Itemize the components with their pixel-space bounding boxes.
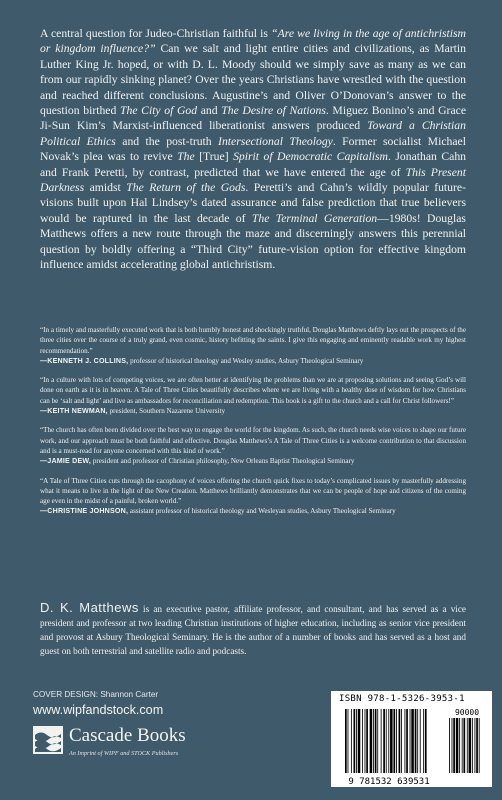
isbn-barcode [331,691,492,787]
book-title-reference: The City of God [119,104,198,118]
endorser [40,506,466,516]
book-title-reference: Toward a Christian Political Ethics [40,119,466,148]
endorser [40,406,466,416]
book-title-reference: The Return of the Gods [126,181,246,195]
blurb-text: . Former socialist Michael Novak’s plea was to revive [40,134,466,164]
endorsements-section [40,325,466,526]
endorser-name: —KENNETH J. COLLINS, [40,356,129,365]
endorser-name: —CHRISTINE JOHNSON, [40,507,129,516]
blurb-text: . Peretti’s and Cahn’s wildly popular future-visions built upon Hal Lindsey’s dated assurance and false prediction that true believers would be raptured in the last decade of [40,181,466,225]
endorser-role: president, Southern Nazarene University [107,407,226,416]
book-title-reference: Spirit of Democratic Capitalism [233,150,388,164]
author-name: D. K. Matthews [40,600,139,615]
book-title-reference: Intersectional Theology [218,134,333,148]
endorser [40,356,466,366]
book-title-reference: This Present Darkness [40,165,466,195]
book-title-reference: The Terminal Generation [251,211,378,225]
publisher-website: www.wipfandstock.com [33,703,164,717]
endorser-name: —JAMIE DEW, [40,457,92,466]
cascade-waves-logo-icon [33,726,63,754]
endorsement [40,476,466,517]
barcode-graphic [331,707,492,787]
blurb-text: —1980s! Douglas Matthews offers a new route through the maze and discerningly answers this perennial question by boldly offering a “Third City” future-vision option for effective kingdom influence amidst accelerating global antichristism. [40,211,466,272]
endorsement-quote: “The church has often been divided over the best way to engage the world for the kingdom. As such, the church needs wise voices to shape our future work, and our approach must be both faithful and effective. Douglas Matthews’s A Tale of Three Cities is a welcome contribution to that discussion and is a must-read for anyone concerned with this kind of work.” [40,426,466,455]
endorsement-quote: “In a culture with lots of competing voices, we are often better at identifying the problems than we are at proposing solutions and seeing God’s will done on earth as it is in heaven. A Tale of Three Cities beautifully describes where we are living with a healthy dose of wisdom for how Christians can be ‘salt and light’ and live as ambassadors for reconciliation and redemption. This book is a gift to the church and a call for Christ followers!” [40,376,466,405]
endorser [40,456,466,466]
blurb-text: A central question for Judeo-Christian faithful is [40,27,272,40]
endorser-role: professor of historical theology and Wesley studies, Asbury Theological Seminary [128,356,364,365]
blurb-text: . Miguez Bonino’s and Grace Ji-Sun Kim’s Marxist-influenced liberationist answers produced [40,104,467,133]
back-cover-blurb [40,26,466,273]
blurb-text: Can we salt and light entire cities and civilizations, as Martin Luther King Jr. hoped, or with D. L. Moody should we simply save as many as we can from our rapidly sinking planet? Over the years Christians have wrestled with the question and reached different conclusions. Augustine’s and Oliver O’Donovan’s answer to the question birthed [40,42,466,118]
cover-design-credit: COVER DESIGN: Shannon Carter [33,690,159,699]
blurb-text: [True] [194,150,234,164]
book-title-reference: The Desire of Nations [221,104,326,118]
publisher-imprint [33,723,243,773]
publisher-tagline: An Imprint of WIPF and STOCK Publishers [69,750,179,757]
blurb-question: “Are we living in the age of antichristism or kingdom influence?” [40,27,467,56]
endorsement-quote: “In a timely and masterfully executed work that is both humbly honest and shockingly truthful, Douglas Matthews deftly lays out the prospects of the three cities over the course of a truly grand, even cosmic, history befitting the saints. I give this engaging and eminently readable work my highest recommendation.” [40,326,466,355]
blurb-text: and [197,104,222,118]
author-bio-text: is an executive pastor, affiliate professor, and consultant, and has served as a vice president and professor at two leading Christian institutions of higher education, including as senior vice president and provost at Asbury Theological Seminary. He is the author of a number of books and has served as a host and guest on both terrestrial and satellite radio and podcasts. [40,604,466,656]
isbn-label: ISBN 978-1-5326-3953-1 [339,694,465,704]
ean-digits: 9 781532 639531 [348,777,430,787]
publisher-name: Cascade Books [69,725,186,746]
endorsement [40,325,466,366]
blurb-text: amidst [84,181,127,195]
book-title-reference: The [177,150,195,164]
author-bio [40,601,466,658]
endorsement [40,375,466,416]
blurb-text: and the post-truth [115,134,219,148]
endorsement-quote: “A Tale of Three Cities cuts through the cacophony of voices offering the church quick fixes to today’s complicated issues by masterfully addressing what it means to live in the light of the New Creation. Matthews brilliantly demonstrates that we can be people of hope and citizens of the coming age even in the midst of a painful, broken world.” [40,476,466,506]
blurb-text: . Jonathan Cahn and Frank Peretti, by contrast, predicted that we have entered the age of [40,150,467,179]
endorser-role: assistant professor of historical theology and Wesleyan studies, Asbury Theological Seminary [128,507,396,516]
price-code: 90000 [454,708,480,717]
endorser-name: —KEITH NEWMAN, [40,407,108,416]
endorser-role: president and professor of Christian philosophy, New Orleans Baptist Theological Seminary [91,457,355,466]
endorsement [40,425,466,466]
